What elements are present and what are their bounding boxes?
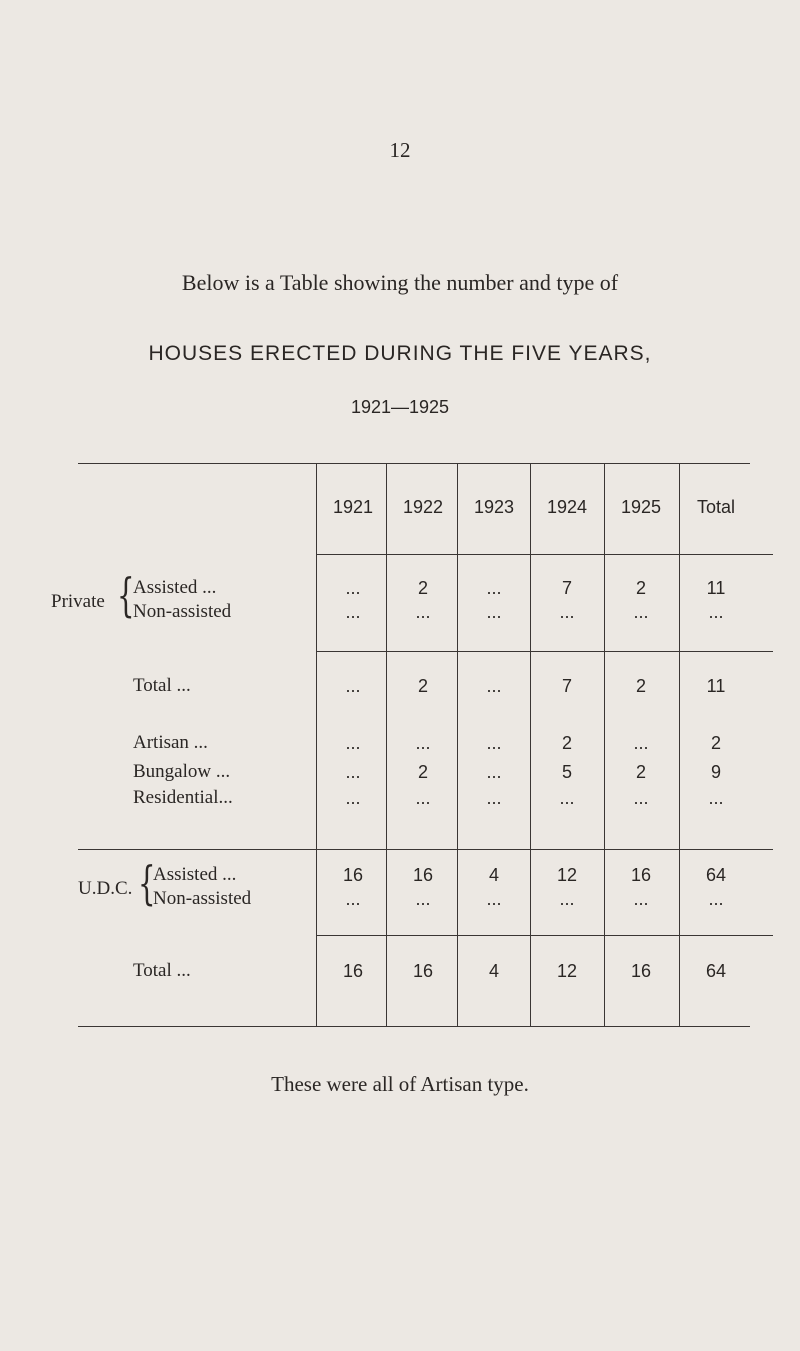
col-header-1922: 1922 [402,497,444,517]
table-cell: ... [486,762,502,782]
table-cell: 7 [561,578,572,598]
table-cell: ... [486,889,502,909]
col-header-1924: 1924 [546,497,588,517]
udc-total-label: Total ... [133,960,191,981]
table-cell: ... [486,602,502,622]
table-cell: ... [633,602,649,622]
table-cell: 2 [417,676,428,696]
table-cell: ... [345,762,361,782]
private-total-label: Total ... [133,675,191,696]
table-cell: ... [486,788,502,808]
rule-top [78,463,750,464]
table-cell: ... [345,733,361,753]
table-cell: ... [486,578,502,598]
table-cell: 2 [417,762,428,782]
table-cell: 4 [488,961,499,981]
rule-types-bottom [78,849,773,850]
table-cell: ... [415,602,431,622]
table-cell: 16 [342,865,364,885]
table-cell: 7 [561,676,572,696]
year-range: 1921—1925 [350,397,450,417]
udc-assisted-label: Assisted ... [153,864,237,885]
table-cell: 2 [635,676,646,696]
udc-non-assisted-label: Non-assisted [153,888,252,909]
table-cell: ... [345,889,361,909]
private-assisted-label: Assisted ... [133,577,217,598]
col-header-total: Total [696,497,736,517]
table-cell: 2 [635,578,646,598]
table-cell: 16 [342,961,364,981]
udc-brace: { [138,856,156,910]
table-cell: ... [708,889,724,909]
footer-note: These were all of Artisan type. [271,1072,529,1096]
table-cell: 11 [706,676,726,696]
table-cell: 2 [561,733,572,753]
col-header-1925: 1925 [620,497,662,517]
table-cell: ... [633,788,649,808]
table-cell: ... [486,676,502,696]
table-cell: ... [345,676,361,696]
residential-label: Residential... [133,787,233,808]
col-header-1921: 1921 [332,497,374,517]
table-cell: 16 [630,865,652,885]
rule-header [316,554,773,555]
rule-private-total [316,651,773,652]
private-brace: { [117,568,135,622]
intro-text: Below is a Table showing the number and type of [181,270,619,295]
table-cell: 16 [630,961,652,981]
table-cell: 16 [412,865,434,885]
table-cell: ... [415,788,431,808]
table-cell: ... [559,889,575,909]
private-non-assisted-label: Non-assisted [133,601,232,622]
table-cell: ... [633,733,649,753]
table-cell: 2 [635,762,646,782]
table-cell: 9 [710,762,721,782]
table-cell: 12 [556,865,578,885]
table-cell: ... [486,733,502,753]
private-group-label: Private [51,591,105,612]
table-cell: 64 [705,865,727,885]
table-cell: ... [415,889,431,909]
table-cell: 4 [488,865,499,885]
artisan-label: Artisan ... [133,732,208,753]
table-cell: 12 [556,961,578,981]
table-cell: 2 [417,578,428,598]
rule-udc-total [316,935,773,936]
table-cell: 2 [710,733,721,753]
table-cell: ... [559,602,575,622]
page-number: 12 [389,138,411,162]
table-cell: ... [633,889,649,909]
table-cell: ... [345,788,361,808]
rule-bottom [78,1026,750,1027]
table-cell: 64 [705,961,727,981]
table-cell: ... [345,578,361,598]
col-header-1923: 1923 [473,497,515,517]
table-cell: 16 [412,961,434,981]
table-cell: ... [415,733,431,753]
udc-group-label: U.D.C. [78,878,133,899]
table-cell: ... [345,602,361,622]
table-heading: HOUSES ERECTED DURING THE FIVE YEARS, [148,342,652,365]
table-cell: ... [708,602,724,622]
table-cell: ... [559,788,575,808]
table-cell: 5 [561,762,572,782]
bungalow-label: Bungalow ... [133,761,231,782]
table-cell: 11 [706,578,726,598]
table-cell: ... [708,788,724,808]
